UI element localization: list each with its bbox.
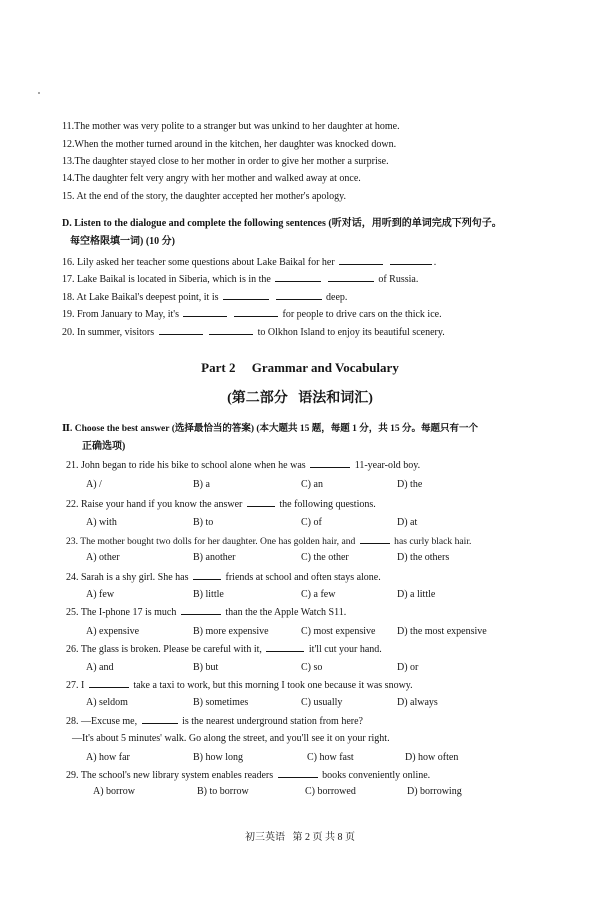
q24-option-b[interactable]: B) little: [193, 589, 224, 600]
q25-text: 25. The I-phone 17 is much: [66, 607, 177, 618]
q27-option-d[interactable]: D) always: [397, 697, 438, 708]
question-20: [62, 325, 445, 339]
q29-blank[interactable]: [278, 768, 318, 778]
statement-11: 11.The mother was very polite to a stranger but was unkind to her daughter at home.: [62, 121, 400, 132]
q29-option-a[interactable]: A) borrow: [93, 786, 135, 797]
q23-option-b[interactable]: B) another: [193, 552, 236, 563]
q27-end: take a taxi to work, but this morning I took one because it was snowy.: [133, 680, 413, 691]
q22-text: 22. Raise your hand if you know the answer: [66, 499, 243, 510]
q23-blank[interactable]: [360, 534, 390, 544]
q21-end: 11-year-old boy.: [354, 460, 421, 471]
q21-option-c[interactable]: C) an: [301, 479, 323, 490]
q27-blank[interactable]: [89, 678, 129, 688]
q20-blank-2[interactable]: [209, 325, 253, 335]
q29-option-c[interactable]: C) borrowed: [305, 786, 356, 797]
q20-blank-1[interactable]: [159, 325, 203, 335]
q18-blank-1[interactable]: [223, 290, 269, 300]
q20-end: to Olkhon Island to enjoy its beautiful scenery.: [257, 327, 445, 338]
q19-end: for people to drive cars on the thick ice.: [282, 309, 442, 320]
question-16: [62, 255, 436, 269]
section-ii-heading-cont: 正确选项): [82, 441, 126, 452]
q28-reply: —It's about 5 minutes' walk. Go along the street, and you'll see it on your right.: [72, 733, 390, 744]
question-19: [62, 307, 442, 321]
q22-option-c[interactable]: C) of: [301, 517, 322, 528]
q24-option-a[interactable]: A) few: [86, 589, 115, 600]
part-2-title: Part 2 Grammar and Vocabulary: [201, 360, 399, 375]
section-d-heading: D. Listen to the dialogue and complete the following sentences (听对话，用听到的单词完成下列句子。: [62, 218, 502, 229]
q17-blank-2[interactable]: [328, 272, 374, 282]
q23-option-d[interactable]: D) the others: [397, 552, 450, 563]
question-25: [66, 605, 346, 619]
q18-end: deep.: [326, 292, 348, 303]
question-21: [66, 458, 420, 472]
q23-text: 23. The mother bought two dolls for her daughter. One has golden hair, and: [66, 536, 356, 547]
statement-15: 15. At the end of the story, the daughter accepted her mother's apology.: [62, 191, 347, 202]
q21-blank[interactable]: [310, 458, 350, 468]
q19-blank-1[interactable]: [183, 307, 227, 317]
scan-speck: [38, 92, 40, 94]
page-footer: 初三英语 第 2 页 共 8 页: [245, 832, 355, 843]
q25-option-a[interactable]: A) expensive: [86, 626, 140, 637]
q24-end: friends at school and often stays alone.: [225, 572, 381, 583]
q25-option-d[interactable]: D) the most expensive: [397, 626, 487, 637]
q24-text: 24. Sarah is a shy girl. She has: [66, 572, 189, 583]
q21-option-b[interactable]: B) a: [193, 479, 210, 490]
q16-blank-1[interactable]: [339, 255, 383, 265]
q24-blank[interactable]: [193, 570, 221, 580]
question-24: [66, 570, 381, 584]
statement-13: 13.The daughter stayed close to her mother in order to give her mother a surprise.: [62, 156, 389, 167]
q23-option-c[interactable]: C) the other: [301, 552, 349, 563]
q29-end: books conveniently online.: [322, 770, 431, 781]
q25-option-b[interactable]: B) more expensive: [193, 626, 269, 637]
q21-option-d[interactable]: D) the: [397, 479, 423, 490]
q25-blank[interactable]: [181, 605, 221, 615]
q26-option-c[interactable]: C) so: [301, 662, 323, 673]
q27-text: 27. I: [66, 680, 85, 691]
q29-option-b[interactable]: B) to borrow: [197, 786, 249, 797]
q17-end: of Russia.: [378, 274, 419, 285]
q19-text: 19. From January to May, it's: [62, 309, 179, 320]
part-2-subtitle: (第二部分 语法和词汇): [227, 391, 373, 406]
q18-blank-2[interactable]: [276, 290, 322, 300]
q28-option-c[interactable]: C) how fast: [307, 752, 354, 763]
q21-option-a[interactable]: A) /: [86, 479, 102, 490]
q19-blank-2[interactable]: [234, 307, 278, 317]
question-22: [66, 497, 376, 511]
question-18: [62, 290, 347, 304]
section-ii-heading: Ⅱ. Choose the best answer (选择最恰当的答案) (本大题共 15 题，每题 1 分，共 15 分。每题只有一个: [62, 424, 479, 434]
q17-text: 17. Lake Baikal is located in Siberia, which is in the: [62, 274, 271, 285]
q26-blank[interactable]: [266, 642, 304, 652]
q26-option-b[interactable]: B) but: [193, 662, 219, 673]
q28-blank[interactable]: [142, 714, 178, 724]
statement-14: 14.The daughter felt very angry with her mother and walked away at once.: [62, 173, 361, 184]
question-29: [66, 768, 430, 782]
statement-12: 12.When the mother turned around in the kitchen, her daughter was knocked down.: [62, 139, 397, 150]
q16-end: .: [433, 257, 437, 268]
q28-end: is the nearest underground station from here?: [182, 716, 363, 727]
q21-text: 21. John began to ride his bike to school alone when he was: [66, 460, 306, 471]
question-26: [66, 642, 382, 656]
q27-option-a[interactable]: A) seldom: [86, 697, 128, 708]
q22-blank[interactable]: [247, 497, 275, 507]
q29-text: 29. The school's new library system enables readers: [66, 770, 274, 781]
q26-option-a[interactable]: A) and: [86, 662, 114, 673]
q17-blank-1[interactable]: [275, 272, 321, 282]
q27-option-c[interactable]: C) usually: [301, 697, 343, 708]
question-27: [66, 678, 413, 692]
q16-blank-2[interactable]: [390, 255, 432, 265]
q28-option-d[interactable]: D) how often: [405, 752, 459, 763]
q22-end: the following questions.: [279, 499, 376, 510]
q25-option-c[interactable]: C) most expensive: [301, 626, 376, 637]
q24-option-c[interactable]: C) a few: [301, 589, 336, 600]
q26-text: 26. The glass is broken. Please be careful with it,: [66, 644, 262, 655]
q28-option-a[interactable]: A) how far: [86, 752, 130, 763]
q26-option-d[interactable]: D) or: [397, 662, 419, 673]
q24-option-d[interactable]: D) a little: [397, 589, 436, 600]
q28-text: 28. —Excuse me,: [66, 716, 138, 727]
q25-end: than the the Apple Watch S11.: [225, 607, 347, 618]
q26-end: it'll cut your hand.: [308, 644, 382, 655]
q22-option-a[interactable]: A) with: [86, 517, 117, 528]
question-17: [62, 272, 418, 286]
q22-option-b[interactable]: B) to: [193, 517, 214, 528]
q20-text: 20. In summer, visitors: [62, 327, 155, 338]
q23-end: has curly black hair.: [394, 536, 472, 547]
q22-option-d[interactable]: D) at: [397, 517, 418, 528]
question-28: [66, 714, 363, 728]
q29-option-d[interactable]: D) borrowing: [407, 786, 462, 797]
question-23: [66, 534, 471, 548]
q27-option-b[interactable]: B) sometimes: [193, 697, 249, 708]
q23-option-a[interactable]: A) other: [86, 552, 120, 563]
q16-text: 16. Lily asked her teacher some questions about Lake Baikal for her: [62, 257, 335, 268]
q18-text: 18. At Lake Baikal's deepest point, it is: [62, 292, 219, 303]
q28-option-b[interactable]: B) how long: [193, 752, 243, 763]
section-d-heading-cont: 每空格限填一词) (10 分): [70, 236, 175, 247]
